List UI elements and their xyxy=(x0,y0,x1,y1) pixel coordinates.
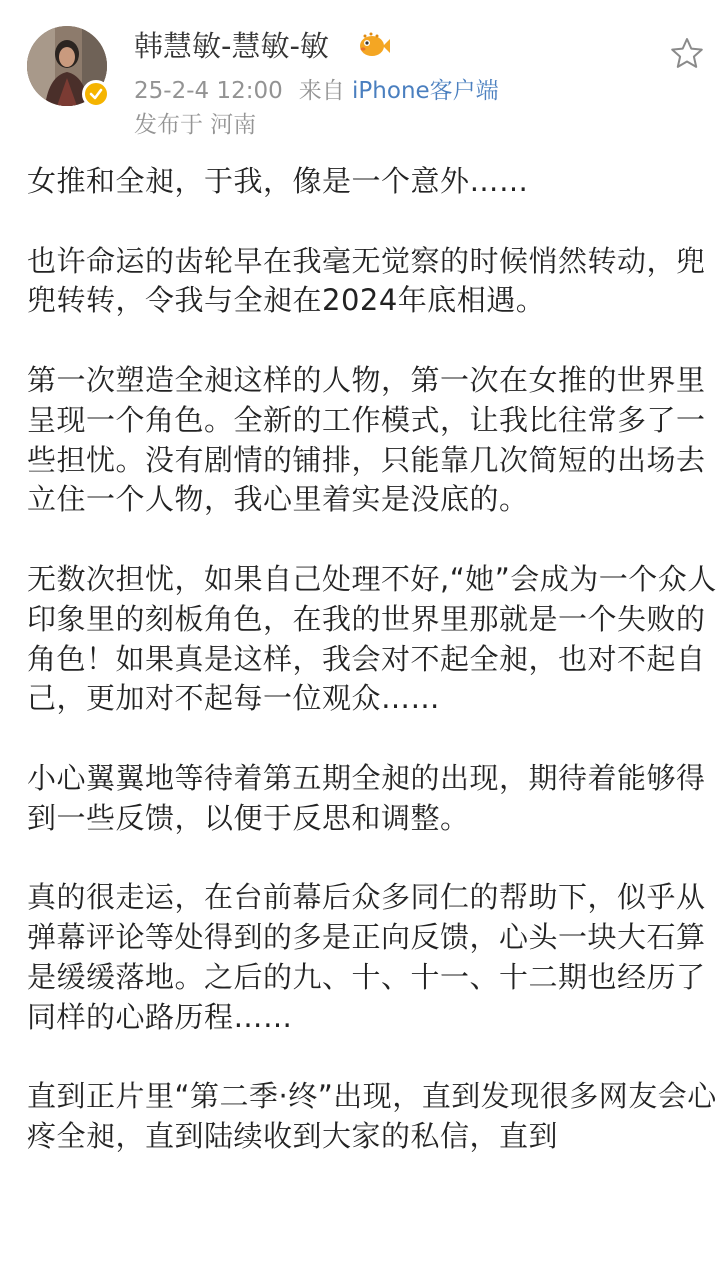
source-link[interactable]: iPhone客户端 xyxy=(352,78,499,104)
post-paragraph: 无数次担忧，如果自己处理不好,“她”会成为一个众人印象里的刻板角色，在我的世界里那就是一个失败的角色！如果真是这样，我会对不起全昶，也对不起自己，更加对不起每一位观众…… xyxy=(27,561,717,716)
verified-badge-icon xyxy=(82,80,110,108)
favorite-star-icon[interactable] xyxy=(668,35,706,73)
post-paragraph: 直到正片里“第二季·终”出现，直到发现很多网友会心疼全昶，直到陆续收到大家的私信，直到 xyxy=(27,1079,717,1154)
post-paragraph: 女推和全昶，于我，像是一个意外…… xyxy=(27,164,529,198)
post-meta xyxy=(134,76,499,106)
post-paragraph: 第一次塑造全昶这样的人物，第一次在女推的世界里呈现一个角色。全新的工作模式，让我比往常多了一些担忧。没有剧情的铺排，只能靠几次简短的出场去立住一个人物，我心里着实是没底的。 xyxy=(27,362,706,517)
post-location: 发布于 河南 xyxy=(134,112,257,138)
post-date: 25-2-4 12:00 xyxy=(134,78,283,104)
username[interactable]: 韩慧敏-慧敏-敏 xyxy=(134,29,329,63)
post-body xyxy=(27,162,717,1197)
post-paragraph: 小心翼翼地等待着第五期全昶的出现，期待着能够得到一些反馈，以便于反思和调整。 xyxy=(27,760,706,835)
post-paragraph: 真的很走运，在台前幕后众多同仁的帮助下，似乎从弹幕评论等处得到的多是正向反馈，心头一块大石算是缓缓落地。之后的九、十、十一、十二期也经历了同样的心路历程…… xyxy=(27,880,706,1034)
source-prefix: 来自 xyxy=(298,78,345,104)
post-header xyxy=(0,0,727,150)
pufferfish-icon xyxy=(357,30,391,60)
post-paragraph: 也许命运的齿轮早在我毫无觉察的时候悄然转动，兜兜转转，令我与全昶在2024年底相遇。 xyxy=(27,243,706,318)
